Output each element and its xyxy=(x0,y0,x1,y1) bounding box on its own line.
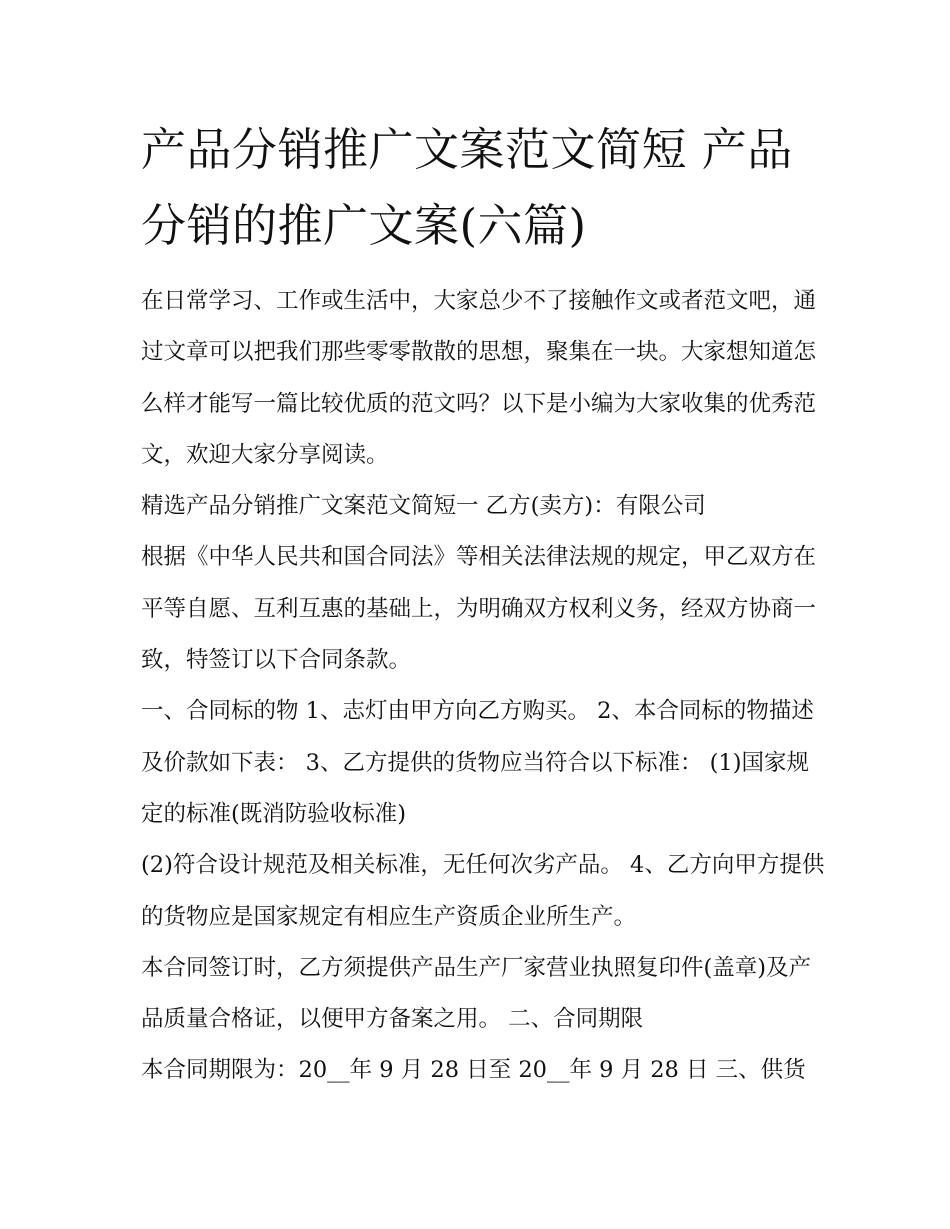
contract-term-paragraph: 本合同期限为：20__年 9 月 28 日至 20__年 9 月 28 日 三、供货 xyxy=(141,1057,806,1084)
license-requirement-paragraph: 本合同签订时，乙方须提供产品生产厂家营业执照复印件(盖章)及产品质量合格证，以便甲方备案之用。 二、合同期限 xyxy=(141,954,812,1033)
document-body xyxy=(141,276,831,1097)
contract-subject-paragraph: 一、合同标的物 1、志灯由甲方向乙方购买。 2、本合同标的物描述及价款如下表： 3、乙方提供的货物应当符合以下标准： (1)国家规定的标准(既消防验收标准) xyxy=(141,698,814,827)
quality-standard-paragraph: (2)符合设计规范及相关标准，无任何次劣产品。 4、乙方向甲方提供的货物应是国家规定有相应生产资质企业所生产。 xyxy=(141,852,825,930)
document-title: 产品分销推广文案范文简短 产品分销的推广文案(六篇) xyxy=(141,123,793,252)
section-heading-paragraph: 精选产品分销推广文案范文简短一 乙方(卖方)：有限公司 xyxy=(141,493,706,520)
intro-paragraph: 在日常学习、工作或生活中，大家总少不了接触作文或者范文吧，通过文章可以把我们那些零零散散的思想，聚集在一块。大家想知道怎么样才能写一篇比较优质的范文吗？以下是小编为大家收集的优秀范文，欢迎大家分享阅读。 xyxy=(141,288,817,468)
contract-basis-paragraph: 根据《中华人民共和国合同法》等相关法律法规的规定，甲乙双方在平等自愿、互利互惠的基础上，为明确双方权利义务，经双方协商一致，特签订以下合同条款。 xyxy=(141,544,817,674)
